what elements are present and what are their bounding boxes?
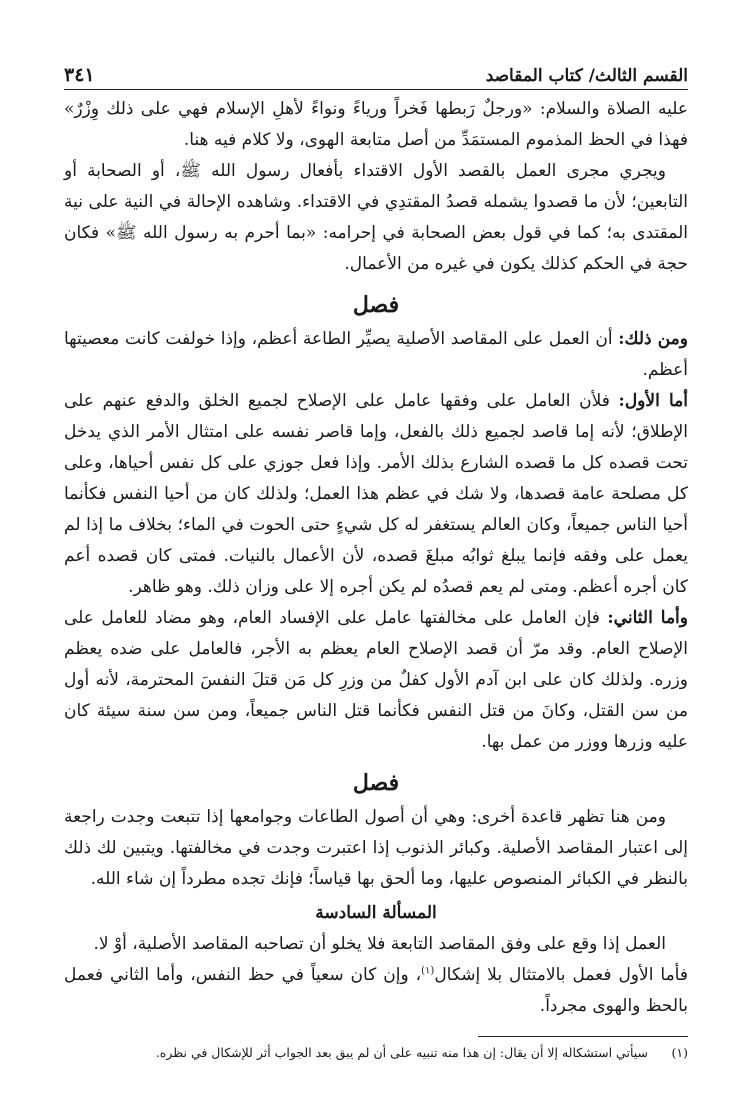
footnote-reference[interactable]: (١)	[421, 965, 435, 977]
footnote-number: (١)	[671, 1045, 688, 1060]
paragraph-sixth-issue-intro: العمل إذا وقع على وفق المقاصد التابعة فلا يخلو أن تصاحبه المقاصد الأصلية، أوْ لا.	[93, 934, 666, 954]
paragraph-hadith-continuation: عليه الصلاة والسلام: «ورجلٌ رَبطها فَخراً ورياءً ونواءً لأهلِ الإسلام فهي على ذلك وِزْرٌ» فهذا في الحظ المذموم المستمَدِّ من أصل متابعة الهوى، ولا كلام فيه هنا.	[64, 99, 688, 150]
page-number: ٣٤١	[64, 64, 95, 86]
section-heading-sixth-issue: المسألة السادسة	[315, 903, 437, 923]
paragraph-text: فإن العامل على مخالفتها عامل على الإفساد العام، وهو مضاد للعامل على الإصلاح العام. وقد مرّ أن قصد الإصلاح العام يعظم به الأجر، فالعامل على ضده يعظم وزره. ولذلك كان على ابن آدم الأول كفلٌ من وزرِ كل مَن قتلَ النفسَ المحترمة، لأنه أول من سن القتل، وكانَ من قتل النفس فكأنما قتل الناس جميعاً، ومن سن سنة سيئة كان عليه وزرها ووزر من عمل بها.	[64, 608, 688, 752]
lead-phrase: وأما الثاني:	[607, 608, 688, 628]
lead-phrase: ومن ذلك:	[618, 329, 688, 349]
section-heading-fasl-1: فصل	[352, 292, 400, 318]
running-header	[64, 60, 688, 90]
running-title: القسم الثالث/ كتاب المقاصد	[485, 66, 688, 86]
paragraph-first-point	[64, 386, 688, 603]
section-heading-fasl-2: فصل	[352, 770, 400, 796]
paragraph-second-point	[64, 603, 688, 758]
paragraph-text: فلأن العامل على وفقها عامل على الإصلاح لجميع الخلق والدفع عنهم على الإطلاق؛ لأنه إما قاصد لجميع ذلك بالفعل، وإما قاصر نفسه على امتثال الأمر الذي يدخل تحت قصده كل ما قصده الشارع بذلك الأمر. وإذا فعل جوزي على كل نفس أحياها، وعلى كل مصلحة عامة قصدها، ولا شك في عظم هذا العمل؛ ولذلك كان من أحيا النفس فكأنما أحيا الناس جميعاً، وكان العالم يستغفر له كل شيءٍ حتى الحوت في الماء؛ بخلاف ما إذا لم يعمل على وفقه فإنما يبلغ ثوابُه مبلغَ قصده، لأن الأعمال بالنيات. فمتى كان قصده أعم كان أجره أعظم. ومتى لم يعم قصدُه لم يكن أجره إلا على وزان ذلك. وهو ظاهر.	[64, 391, 688, 597]
paragraph-text: أن العمل على المقاصد الأصلية يصيِّر الطاعة أعظم، وإذا خولفت كانت معصيتها أعظم.	[64, 329, 688, 380]
paragraph-min-dhalik	[64, 324, 688, 386]
footnote-divider	[478, 1036, 688, 1037]
paragraph-another-rule: ومن هنا تظهر قاعدة أخرى: وهي أن أصول الطاعات وجوامعها إذا تتبعت وجدت راجعة إلى اعتبار المقاصد الأصلية. وكبائر الذنوب إذا اعتبرت وجدت في مخالفتها. ويتبين لك ذلك بالنظر في الكبائر المنصوص عليها، وما ألحق بها قياساً؛ فإنك تجده مطرداً إن شاء الله.	[64, 807, 688, 889]
paragraph-text: ، وإن كان سعياً في حظ النفس، وأما الثاني فعمل بالحظ والهوى مجرداً.	[64, 965, 688, 1016]
paragraph-iqtida: ويجري مجرى العمل بالقصد الأول الاقتداء بأفعال رسول الله ﷺ، أو الصحابة أو التابعين؛ لأن ما قصدوا يشمله قصدُ المقتدِي في الاقتداء. وشاهده الإحالة في النية على نية المقتدى به؛ كما في قول بعض الصحابة في إحرامه: «بما أحرم به رسول الله ﷺ» فكان حجة في الحكم كذلك يكون في غيره من الأعمال.	[64, 161, 688, 274]
lead-phrase: أما الأول:	[618, 391, 688, 411]
paragraph-text: فأما الأول فعمل بالامتثال بلا إشكال	[434, 965, 688, 985]
footnote-text: سيأتي استشكاله إلا أن يقال: إن هذا منه تنبيه على أن لم يبق بعد الجواب أثر للإشكال في نظره.	[155, 1045, 648, 1060]
paragraph-sixth-issue-cases	[64, 960, 688, 1022]
footnote	[64, 1043, 688, 1063]
